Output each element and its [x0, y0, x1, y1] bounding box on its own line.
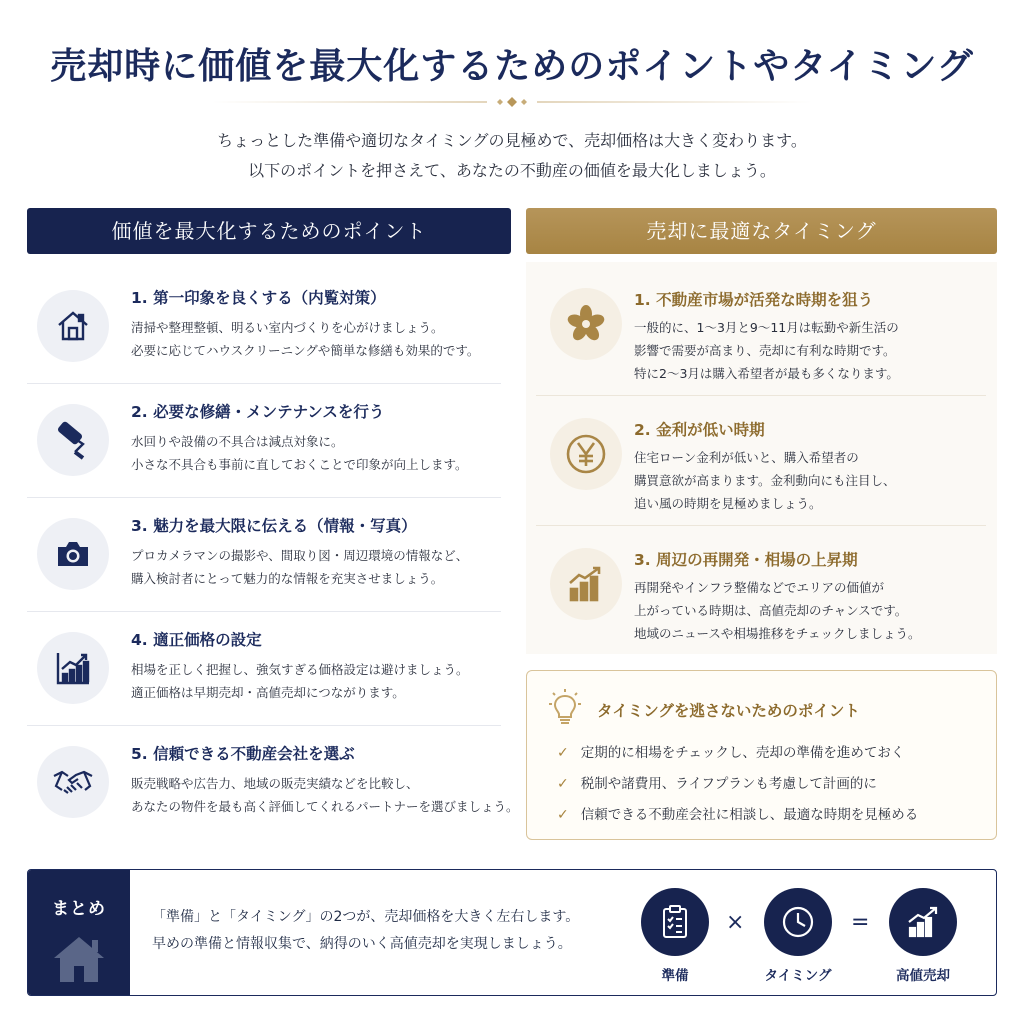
check-icon: ✓: [557, 744, 569, 761]
formula-preparation: [629, 888, 721, 984]
equals-sign: =: [851, 910, 870, 935]
timing-description: [634, 576, 1004, 645]
tips-list: [557, 737, 918, 830]
timing-title: 3. 周辺の再開発・相場の上昇期: [634, 551, 858, 569]
intro-line-1: ちょっとした準備や適切なタイミングの見極めで、売却価格は大きく変わります。: [217, 131, 807, 150]
check-icon: ✓: [557, 806, 569, 823]
timing-item: [536, 526, 986, 656]
timing-item: [536, 396, 986, 526]
timing-tips-box: [526, 670, 997, 840]
summary-box: [27, 869, 997, 996]
check-icon: ✓: [557, 775, 569, 792]
multiply-sign: ×: [726, 910, 745, 935]
point-title: 4. 適正価格の設定: [131, 631, 262, 649]
tip-text: 信頼できる不動産会社に相談し、最適な時期を見極める: [580, 806, 919, 823]
point-line: 適正価格は早期売却・高値売却につながります。: [131, 685, 405, 700]
point-description: [131, 316, 501, 362]
left-column-heading: 価値を最大化するためのポイント: [27, 208, 511, 254]
summary-text: [152, 904, 579, 958]
clock-icon: [764, 888, 832, 956]
timing-title: 2. 金利が低い時期: [634, 421, 765, 439]
timing-item: [536, 266, 986, 396]
house-icon: [37, 290, 109, 362]
right-column-heading: 売却に最適なタイミング: [526, 208, 997, 254]
point-title: 5. 信頼できる不動産会社を選ぶ: [131, 745, 355, 763]
point-line: 水回りや設備の不具合は減点対象に。: [131, 434, 344, 449]
summary-sidebar: [28, 870, 130, 996]
bar-growth-icon: [550, 548, 622, 620]
camera-icon: [37, 518, 109, 590]
checklist-icon: [641, 888, 709, 956]
point-title: 2. 必要な修繕・メンテナンスを行う: [131, 403, 385, 421]
page-title: 売却時に価値を最大化するためのポイントやタイミング: [50, 45, 974, 87]
formula-high-price: [877, 888, 969, 984]
point-line: 小さな不具合も事前に直しておくことで印象が向上します。: [131, 457, 468, 472]
timing-line: 特に2〜3月は購入希望者が最も多くなります。: [634, 366, 899, 381]
tip-item: [557, 737, 918, 768]
timing-line: 購買意欲が高まります。金利動向にも注目し、: [634, 473, 896, 488]
tip-item: [557, 768, 918, 799]
summary-line-2: 早めの準備と情報収集で、納得のいく高値売却を実現しましょう。: [152, 936, 572, 952]
point-title: 3. 魅力を最大限に伝える（情報・写真）: [131, 517, 417, 535]
timing-line: 一般的に、1〜3月と9〜11月は転勤や新生活の: [634, 320, 899, 335]
timing-line: 住宅ローン金利が低いと、購入希望者の: [634, 450, 859, 465]
paint-roller-icon: [37, 404, 109, 476]
point-line: 清掃や整理整頓、明るい室内づくりを心がけましょう。: [131, 320, 444, 335]
point-line: 購入検討者にとって魅力的な情報を充実させましょう。: [131, 571, 444, 586]
tip-text: 定期的に相場をチェックし、売却の準備を進めておく: [580, 744, 905, 761]
point-description: [131, 544, 501, 590]
point-description: [131, 430, 501, 476]
point-item: [27, 272, 501, 384]
house-icon: [50, 932, 108, 984]
point-item: [27, 386, 501, 498]
formula-timing: [752, 888, 844, 984]
timing-description: [634, 446, 1004, 515]
formula-label: タイミング: [764, 968, 832, 984]
point-line: 必要に応じてハウスクリーニングや簡単な修繕も効果的です。: [131, 343, 480, 358]
point-description: [131, 658, 501, 704]
yen-icon: [550, 418, 622, 490]
timing-description: [634, 316, 1004, 385]
point-line: あなたの物件を最も高く評価してくれるパートナーを選びましょう。: [131, 799, 519, 814]
point-line: 販売戦略や広告力、地域の販売実績などを比較し、: [131, 776, 419, 791]
summary-label: まとめ: [52, 899, 106, 919]
point-item: [27, 614, 501, 726]
timing-line: 上がっている時期は、高値売却のチャンスです。: [634, 603, 908, 618]
timing-line: 追い風の時期を見極めましょう。: [634, 496, 822, 511]
chart-up-icon: [37, 632, 109, 704]
intro-text: [0, 126, 1024, 186]
formula-label: 準備: [661, 968, 689, 984]
point-line: プロカメラマンの撮影や、間取り図・周辺環境の情報など、: [131, 548, 469, 563]
point-item: [27, 500, 501, 612]
timing-panel: [526, 262, 997, 654]
intro-line-2: 以下のポイントを押さえて、あなたの不動産の価値を最大化しましょう。: [248, 161, 776, 180]
formula-label: 高値売却: [896, 968, 950, 984]
chart-up-icon: [889, 888, 957, 956]
tip-item: [557, 799, 918, 830]
point-item: [27, 728, 519, 840]
point-line: 相場を正しく把握し、強気すぎる価格設定は避けましょう。: [131, 662, 469, 677]
point-description: [131, 772, 519, 818]
title-ornament: [212, 96, 812, 108]
summary-line-1: 「準備」と「タイミング」の2つが、売却価格を大きく左右します。: [152, 909, 580, 925]
timing-title: 1. 不動産市場が活発な時期を狙う: [634, 291, 874, 309]
timing-line: 再開発やインフラ整備などでエリアの価値が: [634, 580, 885, 595]
timing-line: 地域のニュースや相場推移をチェックしましょう。: [634, 626, 921, 641]
point-title: 1. 第一印象を良くする（内覧対策）: [131, 289, 386, 307]
tip-text: 税制や諸費用、ライフプランも考慮して計画的に: [580, 775, 877, 792]
timing-line: 影響で需要が高まり、売却に有利な時期です。: [634, 343, 896, 358]
sakura-icon: [550, 288, 622, 360]
lightbulb-icon: [547, 687, 583, 727]
tips-title: タイミングを逃さないためのポイント: [597, 702, 860, 720]
handshake-icon: [37, 746, 109, 818]
